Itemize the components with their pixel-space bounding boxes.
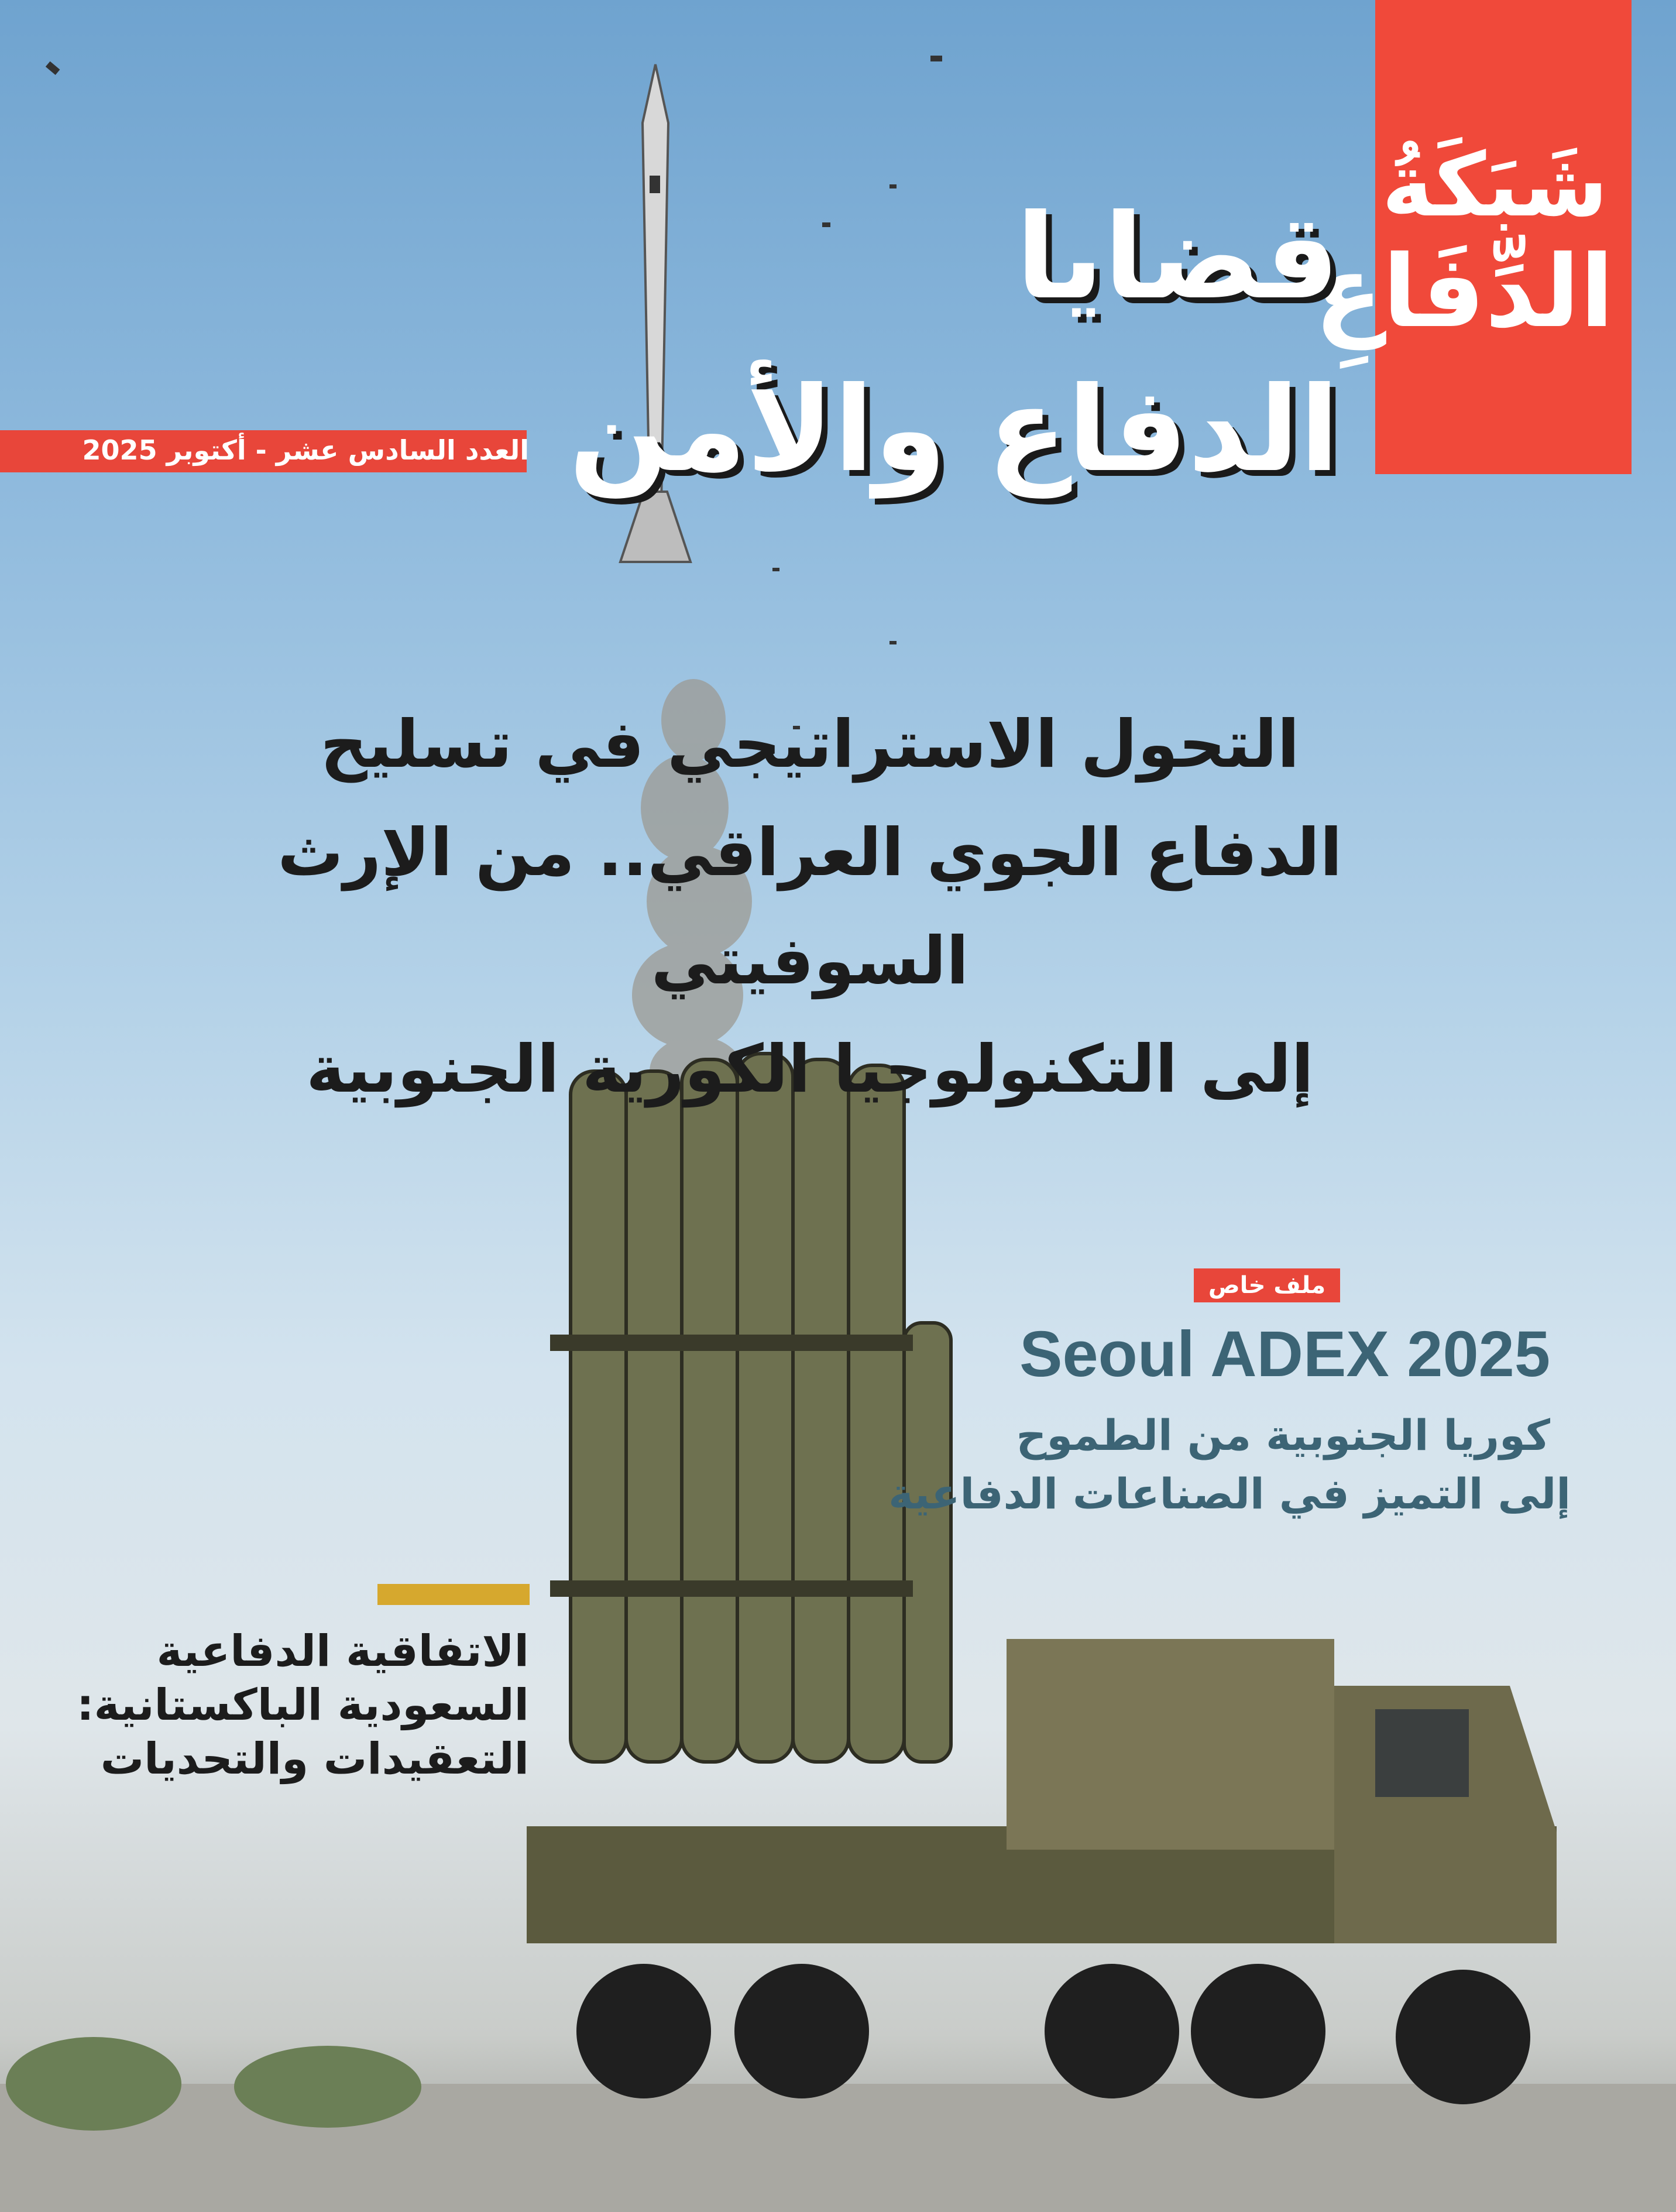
special-file-title: Seoul ADEX 2025: [1019, 1318, 1550, 1390]
network-logo: [1314, 0, 1632, 474]
side-story-headline: [77, 1624, 529, 1786]
special-file-subtitle-2: إلى التميز في الصناعات الدفاعية: [888, 1469, 1571, 1518]
masthead-line-1: قضايا: [1015, 189, 1340, 325]
issue-label: العدد السادس عشر - أكتوبر 2025: [82, 434, 529, 466]
side-story-line-3: التعقيدات والتحديات: [100, 1734, 529, 1784]
logo-line-1: شَبَكَةُ: [1382, 135, 1608, 236]
logo-line-2: الدِّفَاعِ: [1314, 234, 1614, 350]
main-headline: [137, 691, 1483, 1124]
launcher-truck: [527, 1054, 1557, 2104]
special-file-badge: ملف خاص: [1194, 1268, 1340, 1302]
side-story-accent-bar: [377, 1584, 530, 1605]
masthead-line-2: الدفاع والأمن: [568, 362, 1340, 498]
side-story-line-2: السعودية الباكستانية:: [77, 1680, 529, 1730]
headline-line-3: إلى التكنولوجيا الكورية الجنوبية: [306, 1031, 1314, 1107]
special-file-subtitle-1: كوريا الجنوبية من الطموح: [1016, 1411, 1550, 1460]
side-story-line-1: الاتفاقية الدفاعية: [156, 1626, 529, 1676]
headline-line-1: التحول الاستراتيجي في تسليح: [320, 707, 1300, 783]
headline-line-2: الدفاع الجوي العراقي.. من الإرث السوفيتي: [277, 815, 1342, 999]
